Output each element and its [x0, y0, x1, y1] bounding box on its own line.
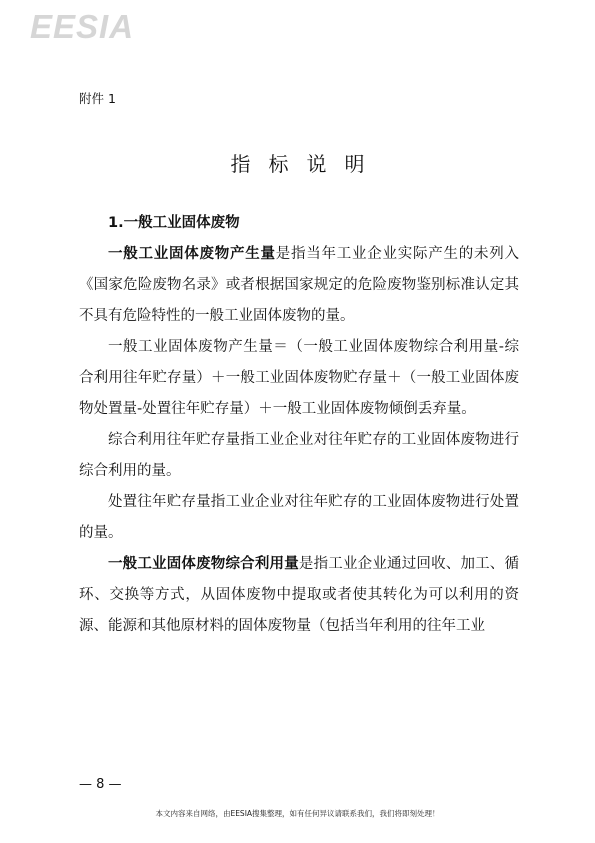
definition-paragraph-dispose-stored: 处置往年贮存量指工业企业对往年贮存的工业固体废物进行处置的量。 — [79, 494, 519, 541]
footer-notice: 本文内容来自网络，由EESIA搜集整理，如有任何异议请联系我们，我们将即刻处理！ — [155, 809, 440, 818]
defined-term: 一般工业固体废物产生量 — [108, 246, 276, 262]
page-title: 指标说明 — [230, 152, 383, 176]
attachment-label: 附件 1 — [79, 91, 116, 106]
formula-paragraph: 一般工业固体废物产生量＝（一般工业固体废物综合利用量-综合利用往年贮存量）＋一般工业固体废物贮存量＋（一般工业固体废物处置量-处置往年贮存量）＋一般工业固体废物倾倒丢弃量。 — [79, 339, 519, 417]
document-body — [79, 208, 519, 642]
eesia-logo: EESIA — [30, 8, 135, 45]
definition-paragraph-output — [79, 239, 519, 332]
page-number: — 8 — — [79, 777, 122, 792]
definition-text: 是指当年工业企业实际产生的未列入《国家危险废物名录》或者根据国家规定的危险废物鉴别标准认定其不具有危险特性的一般工业固体废物的量。 — [79, 246, 519, 324]
definition-text: 是指工业企业通过回收、加工、循环、交换等方式，从固体废物中提取或者使其转化为可以利用的资源、能源和其他原材料的固体废物量（包括当年利用的往年工业 — [79, 556, 519, 634]
defined-term: 一般工业固体废物综合利用量 — [108, 556, 299, 572]
section-heading: 1.一般工业固体废物 — [108, 215, 240, 231]
definition-paragraph-utilization — [79, 549, 519, 642]
definition-paragraph-reuse-stored: 综合利用往年贮存量指工业企业对往年贮存的工业固体废物进行综合利用的量。 — [79, 432, 519, 479]
